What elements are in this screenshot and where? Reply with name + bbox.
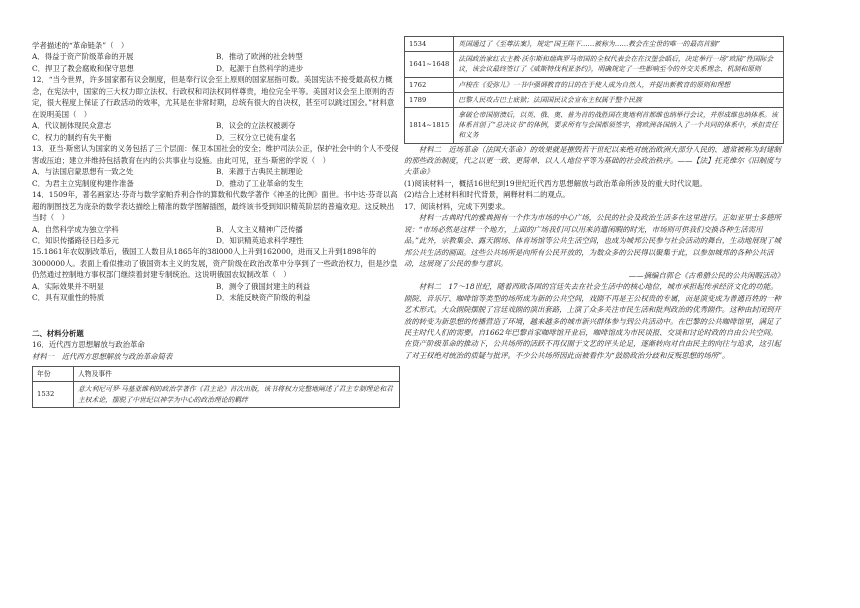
- q13-option-d: D．推动了工业革命的发生: [216, 178, 304, 188]
- q13-option-a: A．与法国启蒙思想有一致之处: [32, 167, 134, 177]
- q13-option-b: B．来源于古典民主制理论: [216, 167, 303, 177]
- q11-tail: 学者描述的“革命链条”（ ）: [32, 41, 129, 50]
- q16-subquestion-1: (1)阅读材料一，概括16世纪到19世纪近代西方思想解放与政治革命所涉及的重大时代议题。: [404, 178, 707, 188]
- q17-material1: 材料一古典时代的雅典拥有一个作为市场的中心广场，公民的社会及政治生活多在这里进行。正如亚里士多德所说：“市场必然是这样一个地方，上面的广场我们可以用来消遣闲暇的时光，市场则可供我们交换各种生活需用品。”此外，宗教集会、露天剧场、体育场馆等公共生活空间，也成为城邦公民参与社会活动的舞台，生动地展现了城邦公共生活的画面。这些公共场所是向所有公民开放的，为数众多的公民得以聚集于此，以参加城邦的各种公共活动，这展现了公民的参与意识。: [404, 213, 782, 269]
- q15-options-row2: [32, 292, 400, 303]
- table-row: [405, 77, 784, 92]
- material2-text: 材料二 近场革命（法国大革命）的效果就是摧毁若干世纪以来绝对统治欧洲大部分人民的、通常被称为封建制的那些政治制度，代之以更一致、更简单、以人人地位平等为基础的社会政治秩序。——【法】托克维尔《旧制度与大革命》: [404, 144, 781, 177]
- q14-options-row1: [32, 224, 400, 235]
- q14-option-c: C．知识传播路径日趋多元: [32, 235, 119, 245]
- left-column: [32, 40, 400, 408]
- q11-option-a: A．得益于资产阶级革命的开展: [32, 52, 134, 62]
- q11-option-d: D．起源于自然科学的进步: [216, 63, 304, 73]
- q14-stem: 14．1509年，著名画家达·芬奇与数学家帕乔利合作的算数和代数学著作《神圣的比例》面世。书中达·芬奇以高超的制图技艺为庞杂的数学表达描绘上精准的数学图解插图，最终该书受到知识精英阶层的普遍欢迎。这反映出当时（ ）: [32, 190, 398, 223]
- table-cell-event: 卢梭在《爱弥儿》一书中强调教育的目的在于使人成为自然人，并提出新教育的原则和理想: [454, 77, 784, 92]
- q12-options-row2: [32, 132, 400, 143]
- table-cell-event: 巴黎人民攻占巴士底狱；法国国民议会宣布主权属于整个民族: [454, 92, 784, 107]
- q14-options-row2: [32, 235, 400, 246]
- q15-options-row1: [32, 281, 400, 292]
- timeline-table-right: [404, 36, 784, 144]
- q14-option-d: D．知识精英追求科学理性: [216, 235, 304, 245]
- table-cell-year: 1534: [405, 37, 454, 52]
- table-cell-year: 1641~1648: [405, 52, 454, 77]
- q16-title: 16．近代西方思想解放与政治革命: [32, 340, 145, 350]
- q15-option-a: A．实际效果并不明显: [32, 281, 104, 291]
- q15-option-c: C．具有双重性的特质: [32, 293, 105, 303]
- q16-subquestion-2: (2)结合上述材料和时代背景，阐释材料二的观点。: [404, 190, 570, 200]
- q14-option-a: A．自然科学成为独立学科: [32, 224, 119, 234]
- q12-stem: 12．“当今世界，许多国家都有议会制度，但是奉行议会至上原则的国家屈指可数。美国宪法不接受最高权力概念，在宪法中，国家的三大权力即立法权、行政权和司法权同样尊贵，地位完全平等。美国对议会至上原则的否定，很大程度上保证了行政活动的效率，尤其是在非常时期，总统有很大的自决权，甚至可以跳过国会。”材料意在说明美国（ ）: [32, 75, 395, 119]
- q14-option-b: B．人文主义精神广泛传播: [216, 224, 303, 234]
- q15-option-b: B．测令了俄国封建主的利益: [216, 281, 311, 291]
- q13-options-row1: [32, 166, 400, 177]
- table-cell-year: 1532: [33, 382, 74, 407]
- table-row: [405, 52, 784, 77]
- q17-title: 17．阅读材料，完成下列要求。: [404, 201, 510, 211]
- table-row: [405, 37, 784, 52]
- timeline-table-left: [32, 366, 400, 408]
- q17-material1-source: ——摘编自郭仑《古希腊公民的公共闲暇活动》: [628, 270, 784, 280]
- table-cell-event: 意大利尼可罗·马基亚维利的政治学著作《君主论》首次出版，该书将权力完整地阐述了君主专制理论和君主权术论，摆脱了中世纪以神学为中心的政治理论的羁绊: [74, 382, 400, 407]
- q11-option-c: C．捍卫了教会腐败和保守思想: [32, 63, 134, 73]
- q13-options-row2: [32, 178, 400, 189]
- q17-material2: 材料二 17～18世纪，随着西欧各国的宫廷失去在社会生活中的核心地位，城市承担起传承经济文化的功能。剧院、音乐厅、咖啡馆等类型的场所成为新的公共空间，戏剧不再是王公权贵的专属，而是演变成为普通百姓的一种艺术形式。大众剧院摆脱了宫廷戏剧的演出套路，上演了众多关注市民生活和批判政治的优秀剧作。这种由封闭到开放的转变为新思想的传播营造了环境，越来越多的城市新兴群体参与到公共活动中。在巴黎的公共咖啡馆里，满足了民主时代人们的需要。自1662年巴黎首家咖啡馆开业后，咖啡馆成为市民谈报、交谈和讨论时政的自由公共空间。在资产阶级革命的推动下，公共场所的活跃不再仅囿于文艺的评头论足，逐渐转向对自由民主的向往与追求，这引起了对王权绝对统治的质疑与批评。不少公共场所因此而被看作为“鼓励政治分歧和反叛思想的场所”。: [404, 282, 781, 360]
- table-cell-event: 英国通过了《至尊法案》，规定“国王陛下……被称为……教会在尘世的唯一的最高首脑”: [454, 37, 784, 52]
- q15-stem: 15.1861年农奴制改革后，俄国工人数目从1865年的38l000人上升到162000，进而又上升到1898年的3000000人。表面上看似推动了俄国资本主义的发展，资产阶级在政治改革中分享到了一些政治权力，但是沙皇仍然通过控制地方事权部门继续着封建专制统治。这说明俄国农奴制改革（ ）: [32, 247, 398, 280]
- table-cell-year: 1762: [405, 77, 454, 92]
- q13-stem: 13．亚当·斯密认为国家的义务包括了三个层面：保卫本国社会的安全；维护司法公正，保护社会中的个人不受侵害或压迫；建立并维持包括教育在内的公共事业与设施。由此可见，亚当·斯密的学说（ ）: [32, 144, 399, 165]
- q12-option-b: B．议会的立法权被剥夺: [216, 121, 296, 131]
- q12-option-a: A．代议制体现民众意志: [32, 121, 112, 131]
- table-cell-year: 1789: [405, 92, 454, 107]
- table-row: [405, 107, 784, 143]
- table-cell-event: 拿破仑帝国崩溃后，以英、俄、奥、普为首的战胜国在奥地利首都维也纳举行会议，并形成维也纳体系。该体系首创了“总决议书”的体例，要求所有与会国都须签字，将欧洲各国纳入了一个共同的体系中，承担责任和义务: [454, 107, 784, 143]
- material1-title: 材料一 近代西方思想解放与政治革命简表: [32, 351, 173, 361]
- q11-options-row2: [32, 63, 400, 74]
- table-cell-event: 法国政治家红衣主教·沃尔斯和瑞典罗马帝国的全权代表会在在汉堡会晤后，决定举行一场“欧陆”性国际会议，该会议最终签订了《威斯特伐利亚条约》，明确规定了一些影响至今的外交关系理念、机制和原则: [454, 52, 784, 77]
- table-row: [33, 382, 400, 407]
- q15-option-d: D．未能反映资产阶级的利益: [216, 293, 311, 303]
- section-title: 二、材料分析题: [32, 328, 84, 338]
- q11-option-b: B．推动了欧洲的社会转型: [216, 52, 303, 62]
- q13-option-c: C．为君主立宪制度构建作准备: [32, 178, 134, 188]
- table-row: [405, 92, 784, 107]
- table-header-event: 人物及事件: [74, 367, 400, 382]
- q12-options-row1: [32, 120, 400, 131]
- right-column: [404, 40, 784, 361]
- table-header-year: 年份: [33, 367, 74, 382]
- q11-options-row1: [32, 51, 400, 62]
- q12-option-c: C．权力的制约有失平衡: [32, 132, 112, 142]
- table-cell-year: 1814~1815: [405, 107, 454, 143]
- q12-option-d: D．三权分立已徒有虚名: [216, 132, 296, 142]
- table-header-row: [33, 367, 400, 382]
